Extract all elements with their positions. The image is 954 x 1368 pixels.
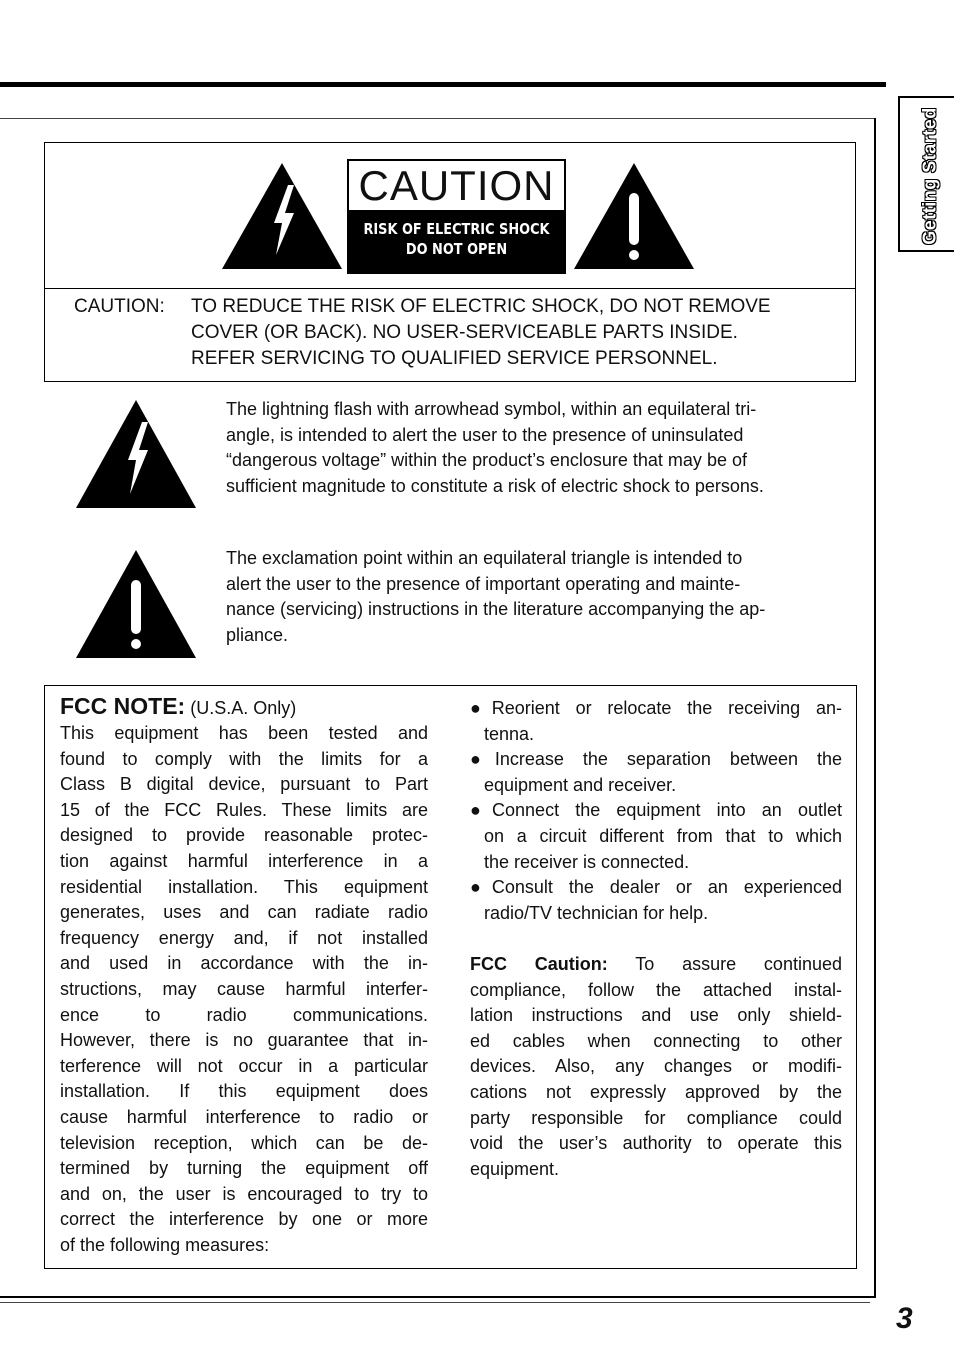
paragraph-line: void the user’s authority to operate this — [470, 1133, 842, 1154]
fcc-note-subtitle: (U.S.A. Only) — [190, 698, 297, 718]
caution-divider — [44, 288, 856, 289]
caution-statement — [191, 294, 851, 372]
measure-item: ●Connect the equipment into an outlet — [470, 800, 842, 821]
spacer — [470, 926, 842, 952]
paragraph-line: alert the user to the presence of important operating and mainte- — [226, 573, 741, 594]
exclamation-explanation — [226, 546, 856, 649]
caution-subtitle-line2: DO NOT OPEN — [405, 240, 508, 258]
paragraph-line: found to comply with the limits for a — [60, 748, 428, 769]
fcc-note-heading — [60, 693, 296, 721]
paragraph-line: cause harmful interference to radio or — [60, 1106, 428, 1127]
lightning-explanation — [226, 397, 856, 500]
paragraph-line: ed cables when connecting to other — [470, 1030, 842, 1051]
paragraph-line: tion against harmful interference in a — [60, 850, 428, 871]
measure-item-cont: tenna. — [484, 723, 535, 744]
caution-label — [347, 159, 566, 274]
section-tab[interactable] — [898, 96, 954, 252]
lightning-warning-icon — [76, 400, 196, 508]
paragraph-line: compliance, follow the attached instal- — [470, 979, 842, 1000]
paragraph-line: pliance. — [226, 625, 289, 646]
paragraph-line: residential installation. This equipment — [60, 876, 428, 897]
caution-title: CAUTION — [347, 159, 566, 212]
measure-item-cont: radio/TV technician for help. — [484, 902, 709, 923]
paragraph-line: 15 of the FCC Rules. These limits are — [60, 799, 428, 820]
paragraph-line: television reception, which can be de- — [60, 1132, 428, 1153]
paragraph-line: and used in accordance with the in- — [60, 953, 428, 974]
paragraph-line: ence to radio communications. — [60, 1004, 428, 1025]
paragraph-line: terference will not occur in a particular — [60, 1055, 428, 1076]
measure-item-cont: on a circuit different from that to which — [484, 825, 842, 846]
frame-bottom-line — [0, 1296, 876, 1298]
paragraph-line: frequency energy and, if not installed — [60, 927, 428, 948]
fcc-measures — [470, 696, 842, 1182]
paragraph-line: generates, uses and can radiate radio — [60, 902, 428, 923]
page-number: 3 — [896, 1302, 913, 1335]
paragraph-line: Class B digital device, pursuant to Part — [60, 774, 428, 795]
measure-item-cont: the receiver is connected. — [484, 851, 690, 872]
paragraph-line: equipment. — [470, 1158, 560, 1179]
paragraph-line: correct the interference by one or more — [60, 1209, 428, 1230]
paragraph-line: termined by turning the equipment off — [60, 1158, 428, 1179]
fcc-caution-label: FCC Caution: — [470, 953, 608, 974]
paragraph-line: The lightning flash with arrowhead symbol, within an equilateral tri- — [226, 399, 757, 419]
paragraph-line: lation instructions and use only shield- — [470, 1005, 842, 1026]
frame-top-line — [0, 118, 876, 119]
section-tab-label: Getting Started — [919, 107, 940, 245]
paragraph-line: However, there is no guarantee that in- — [60, 1030, 428, 1051]
caution-statement-line: REFER SERVICING TO QUALIFIED SERVICE PERSONNEL. — [191, 348, 718, 369]
measure-item: ●Increase the separation between the — [470, 749, 842, 770]
paragraph-line: and on, the user is encouraged to try to — [60, 1183, 428, 1204]
paragraph-line: designed to provide reasonable protec- — [60, 825, 428, 846]
top-rule — [0, 82, 886, 87]
paragraph-line: structions, may cause harmful interfer- — [60, 978, 428, 999]
exclamation-warning-icon — [76, 550, 196, 658]
paragraph-line: installation. If this equipment does — [60, 1081, 428, 1102]
caution-statement-line: TO REDUCE THE RISK OF ELECTRIC SHOCK, DO NOT REMOVE — [191, 296, 771, 317]
fcc-note-title: FCC NOTE: — [60, 693, 186, 719]
paragraph-line: nance (servicing) instructions in the literature accompanying the ap- — [226, 599, 766, 620]
lightning-warning-icon — [222, 163, 342, 269]
paragraph-line: party responsible for compliance could — [470, 1107, 842, 1128]
measure-item: ●Consult the dealer or an experienced — [470, 877, 842, 898]
caution-subtitle-line1: RISK OF ELECTRIC SHOCK — [363, 220, 550, 238]
fcc-caution-text: To assure continued — [635, 953, 842, 974]
caution-subtitle-block — [347, 212, 566, 274]
paragraph-line: of the following measures: — [60, 1234, 270, 1255]
paragraph-line: angle, is intended to alert the user to the presence of uninsulated — [226, 424, 744, 445]
paragraph-line: The exclamation point within an equilateral triangle is intended to — [226, 548, 743, 568]
measure-item: ●Reorient or relocate the receiving an- — [470, 698, 842, 718]
paragraph-line: This equipment has been tested and — [60, 723, 428, 743]
frame-right-line — [874, 118, 876, 1298]
paragraph-line: devices. Also, any changes or modifi- — [470, 1056, 842, 1077]
frame-bottom-line-thin — [0, 1302, 870, 1303]
caution-statement-label: CAUTION: — [74, 296, 165, 317]
paragraph-line: “dangerous voltage” within the product’s enclosure that may be of — [226, 450, 747, 471]
fcc-caution-first-line — [470, 952, 842, 978]
paragraph-line: sufficient magnitude to constitute a risk of electric shock to persons. — [226, 476, 764, 497]
measure-item-cont: equipment and receiver. — [484, 774, 677, 795]
exclamation-warning-icon — [574, 163, 694, 269]
fcc-note-body — [60, 721, 428, 1258]
paragraph-line: cations not expressly approved by the — [470, 1081, 842, 1102]
caution-statement-line: COVER (OR BACK). NO USER-SERVICEABLE PARTS INSIDE. — [191, 322, 738, 343]
